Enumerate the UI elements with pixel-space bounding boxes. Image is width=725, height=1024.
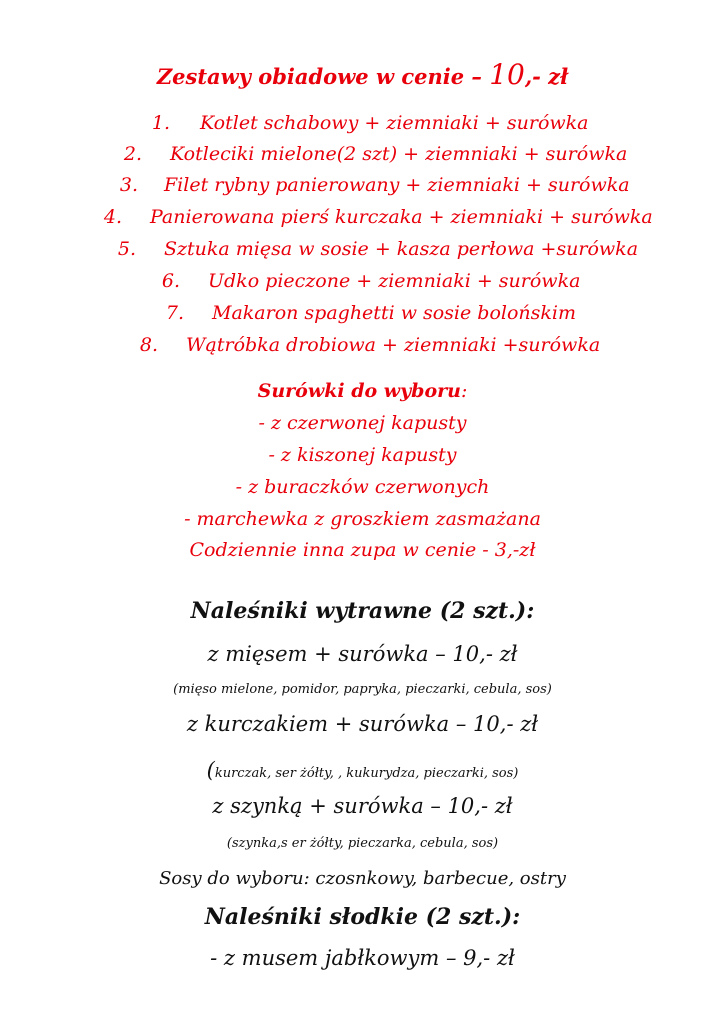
sweet-pancakes-heading: Naleśniki słodkie (2 szt.): bbox=[204, 904, 521, 930]
lunch-title-prefix: Zestawy obiadowe w cenie – bbox=[156, 64, 490, 89]
salad-option: - z czerwonej kapusty bbox=[258, 412, 467, 434]
pancake-chicken-note bbox=[0, 758, 725, 782]
pancake-ham: z szynką + surówka – 10,- zł bbox=[212, 794, 513, 818]
list-item-text: Kotlet schabowy + ziemniaki + surówka bbox=[200, 112, 589, 134]
pancake-ham-note: (szynka,s er żółty, pieczarka, cebula, sos) bbox=[226, 836, 499, 851]
list-item bbox=[0, 143, 725, 173]
list-item bbox=[0, 112, 725, 142]
salad-option: - marchewka z groszkiem zasmażana bbox=[184, 508, 541, 530]
pancake-meat-note: (mięso mielone, pomidor, papryka, pieczarki, cebula, sos) bbox=[173, 682, 552, 697]
salad-option: - z buraczków czerwonych bbox=[235, 476, 490, 498]
pancake-apple: - z musem jabłkowym – 9,- zł bbox=[210, 946, 515, 970]
list-item-number: 5. bbox=[117, 238, 136, 260]
salad-option: - z kiszonej kapusty bbox=[268, 444, 457, 466]
list-item-number: 4. bbox=[103, 206, 122, 228]
lunch-title-price: 10 bbox=[489, 58, 525, 91]
list-item-text: Udko pieczone + ziemniaki + surówka bbox=[208, 270, 581, 292]
list-item bbox=[0, 174, 725, 204]
list-item bbox=[0, 238, 725, 268]
list-item-text: Panierowana pierś kurczaka + ziemniaki + surówka bbox=[150, 206, 653, 228]
list-item-text: Kotleciki mielone(2 szt) + ziemniaki + surówka bbox=[170, 143, 628, 165]
lunch-title-suffix: ,- zł bbox=[524, 64, 569, 89]
list-item bbox=[0, 206, 725, 236]
salads-heading bbox=[0, 380, 725, 402]
salads-heading-text: Surówki do wyboru bbox=[257, 380, 461, 402]
list-item-text: Wątróbka drobiowa + ziemniaki +surówka bbox=[186, 334, 601, 356]
soup-note: Codziennie inna zupa w cenie - 3,-zł bbox=[189, 539, 536, 561]
list-item-text: Filet rybny panierowany + ziemniaki + surówka bbox=[164, 174, 630, 196]
savory-pancakes-heading: Naleśniki wytrawne (2 szt.): bbox=[190, 598, 535, 624]
salads-heading-colon: : bbox=[460, 380, 468, 402]
list-item-number: 1. bbox=[151, 112, 170, 134]
list-item bbox=[0, 270, 725, 300]
list-item-number: 6. bbox=[161, 270, 180, 292]
lunch-title bbox=[0, 58, 725, 91]
list-item bbox=[0, 334, 725, 364]
pancake-chicken-note-text: kurczak, ser żółty, , kukurydza, pieczarki, sos) bbox=[214, 766, 519, 781]
sauces-note: Sosy do wyboru: czosnkowy, barbecue, ostry bbox=[159, 868, 566, 889]
list-item-text: Makaron spaghetti w sosie bolońskim bbox=[212, 302, 577, 324]
pancake-meat: z mięsem + surówka – 10,- zł bbox=[207, 642, 518, 666]
list-item-number: 8. bbox=[139, 334, 158, 356]
pancake-chicken-note-paren: ( bbox=[206, 758, 215, 782]
pancake-chicken: z kurczakiem + surówka – 10,- zł bbox=[186, 712, 539, 736]
list-item bbox=[0, 302, 725, 332]
list-item-text: Sztuka mięsa w sosie + kasza perłowa +surówka bbox=[164, 238, 639, 260]
list-item-number: 7. bbox=[165, 302, 184, 324]
list-item-number: 3. bbox=[119, 174, 138, 196]
list-item-number: 2. bbox=[123, 143, 142, 165]
